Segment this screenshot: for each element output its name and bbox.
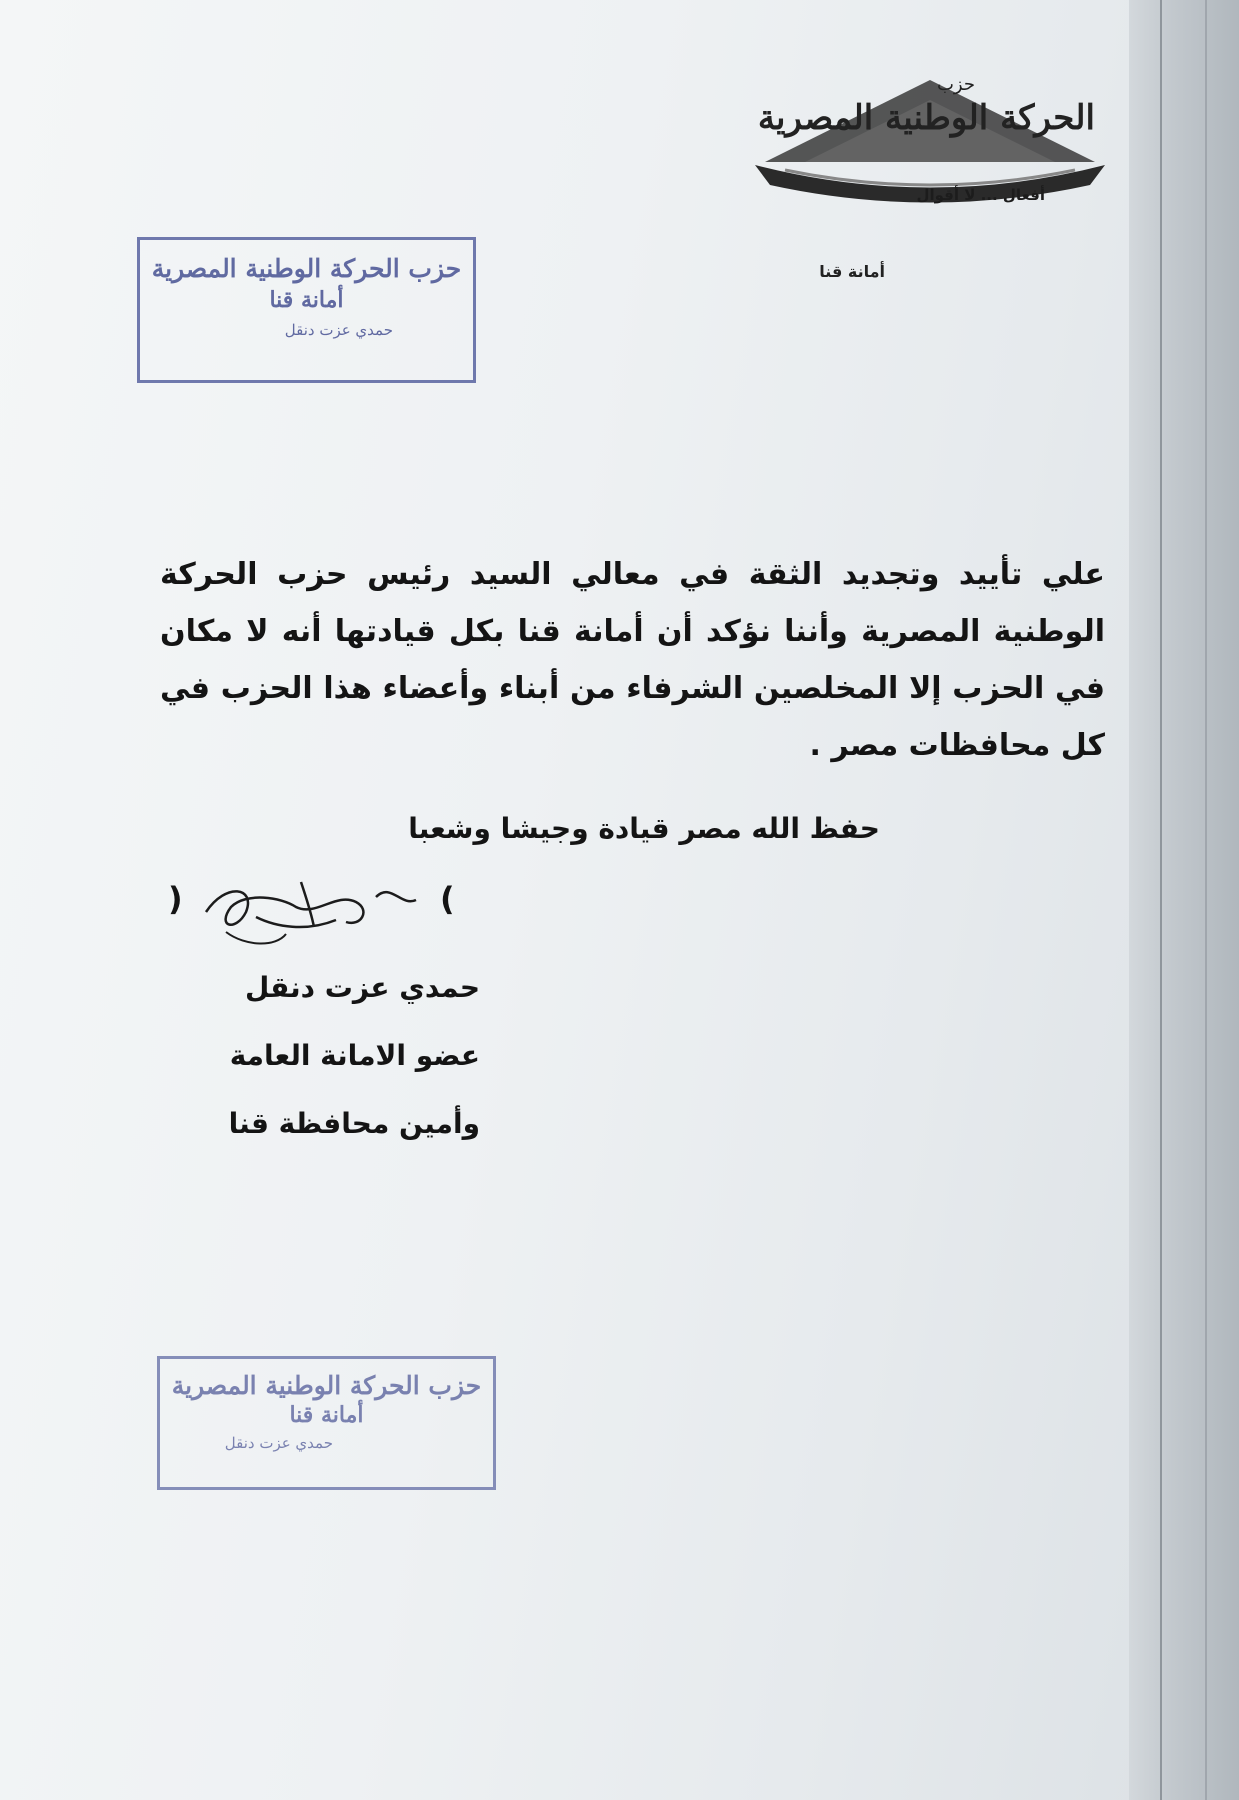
signature-scribble [186, 872, 436, 952]
handwritten-signature [168, 872, 468, 962]
stamp-person-name: حمدي عزت دنقل [284, 321, 393, 339]
stamp-secretariat: أمانة قنا [289, 1402, 364, 1428]
signatory-name: حمدي عزت دنقل [245, 971, 480, 1004]
stamp-party-name: حزب الحركة الوطنية المصرية [151, 254, 462, 283]
party-stamp-top [137, 237, 476, 383]
page-edge-shadow [1129, 0, 1239, 1800]
closing-line: حفظ الله مصر قيادة وجيشا وشعبا [408, 812, 880, 845]
stamp-party-name: حزب الحركة الوطنية المصرية [171, 1371, 482, 1400]
secretariat-label: أمانة قنا [819, 262, 885, 281]
signature-open-paren: ( [440, 880, 455, 918]
letter-body: علي تأييد وتجديد الثقة في معالي السيد رئيس حزب الحركة الوطنية المصرية وأننا نؤكد أن أمانة قنا بكل قيادتها أنه لا مكان في الحزب إلا المخلصين الشرفاء من أبناء وأعضاء هذا الحزب في كل محافظات مصر . [160, 557, 1105, 763]
page-edge-line [1160, 0, 1162, 1800]
page-edge-line [1205, 0, 1207, 1800]
logo-slogan: أفعال ... لا أقوال [916, 186, 1045, 204]
signatory-title-2: وأمين محافظة قنا [228, 1107, 480, 1140]
logo-party-name: الحركة الوطنية المصرية [757, 98, 1095, 138]
party-stamp-bottom [157, 1356, 496, 1490]
party-logo [745, 70, 1115, 220]
stamp-secretariat: أمانة قنا [269, 287, 344, 313]
stamp-person-name: حمدي عزت دنقل [224, 1434, 333, 1452]
logo-party-word: حزب [936, 74, 975, 95]
signature-close-paren: ) [168, 880, 183, 918]
signatory-block [180, 960, 480, 1152]
signatory-title-1: عضو الامانة العامة [229, 1039, 480, 1072]
